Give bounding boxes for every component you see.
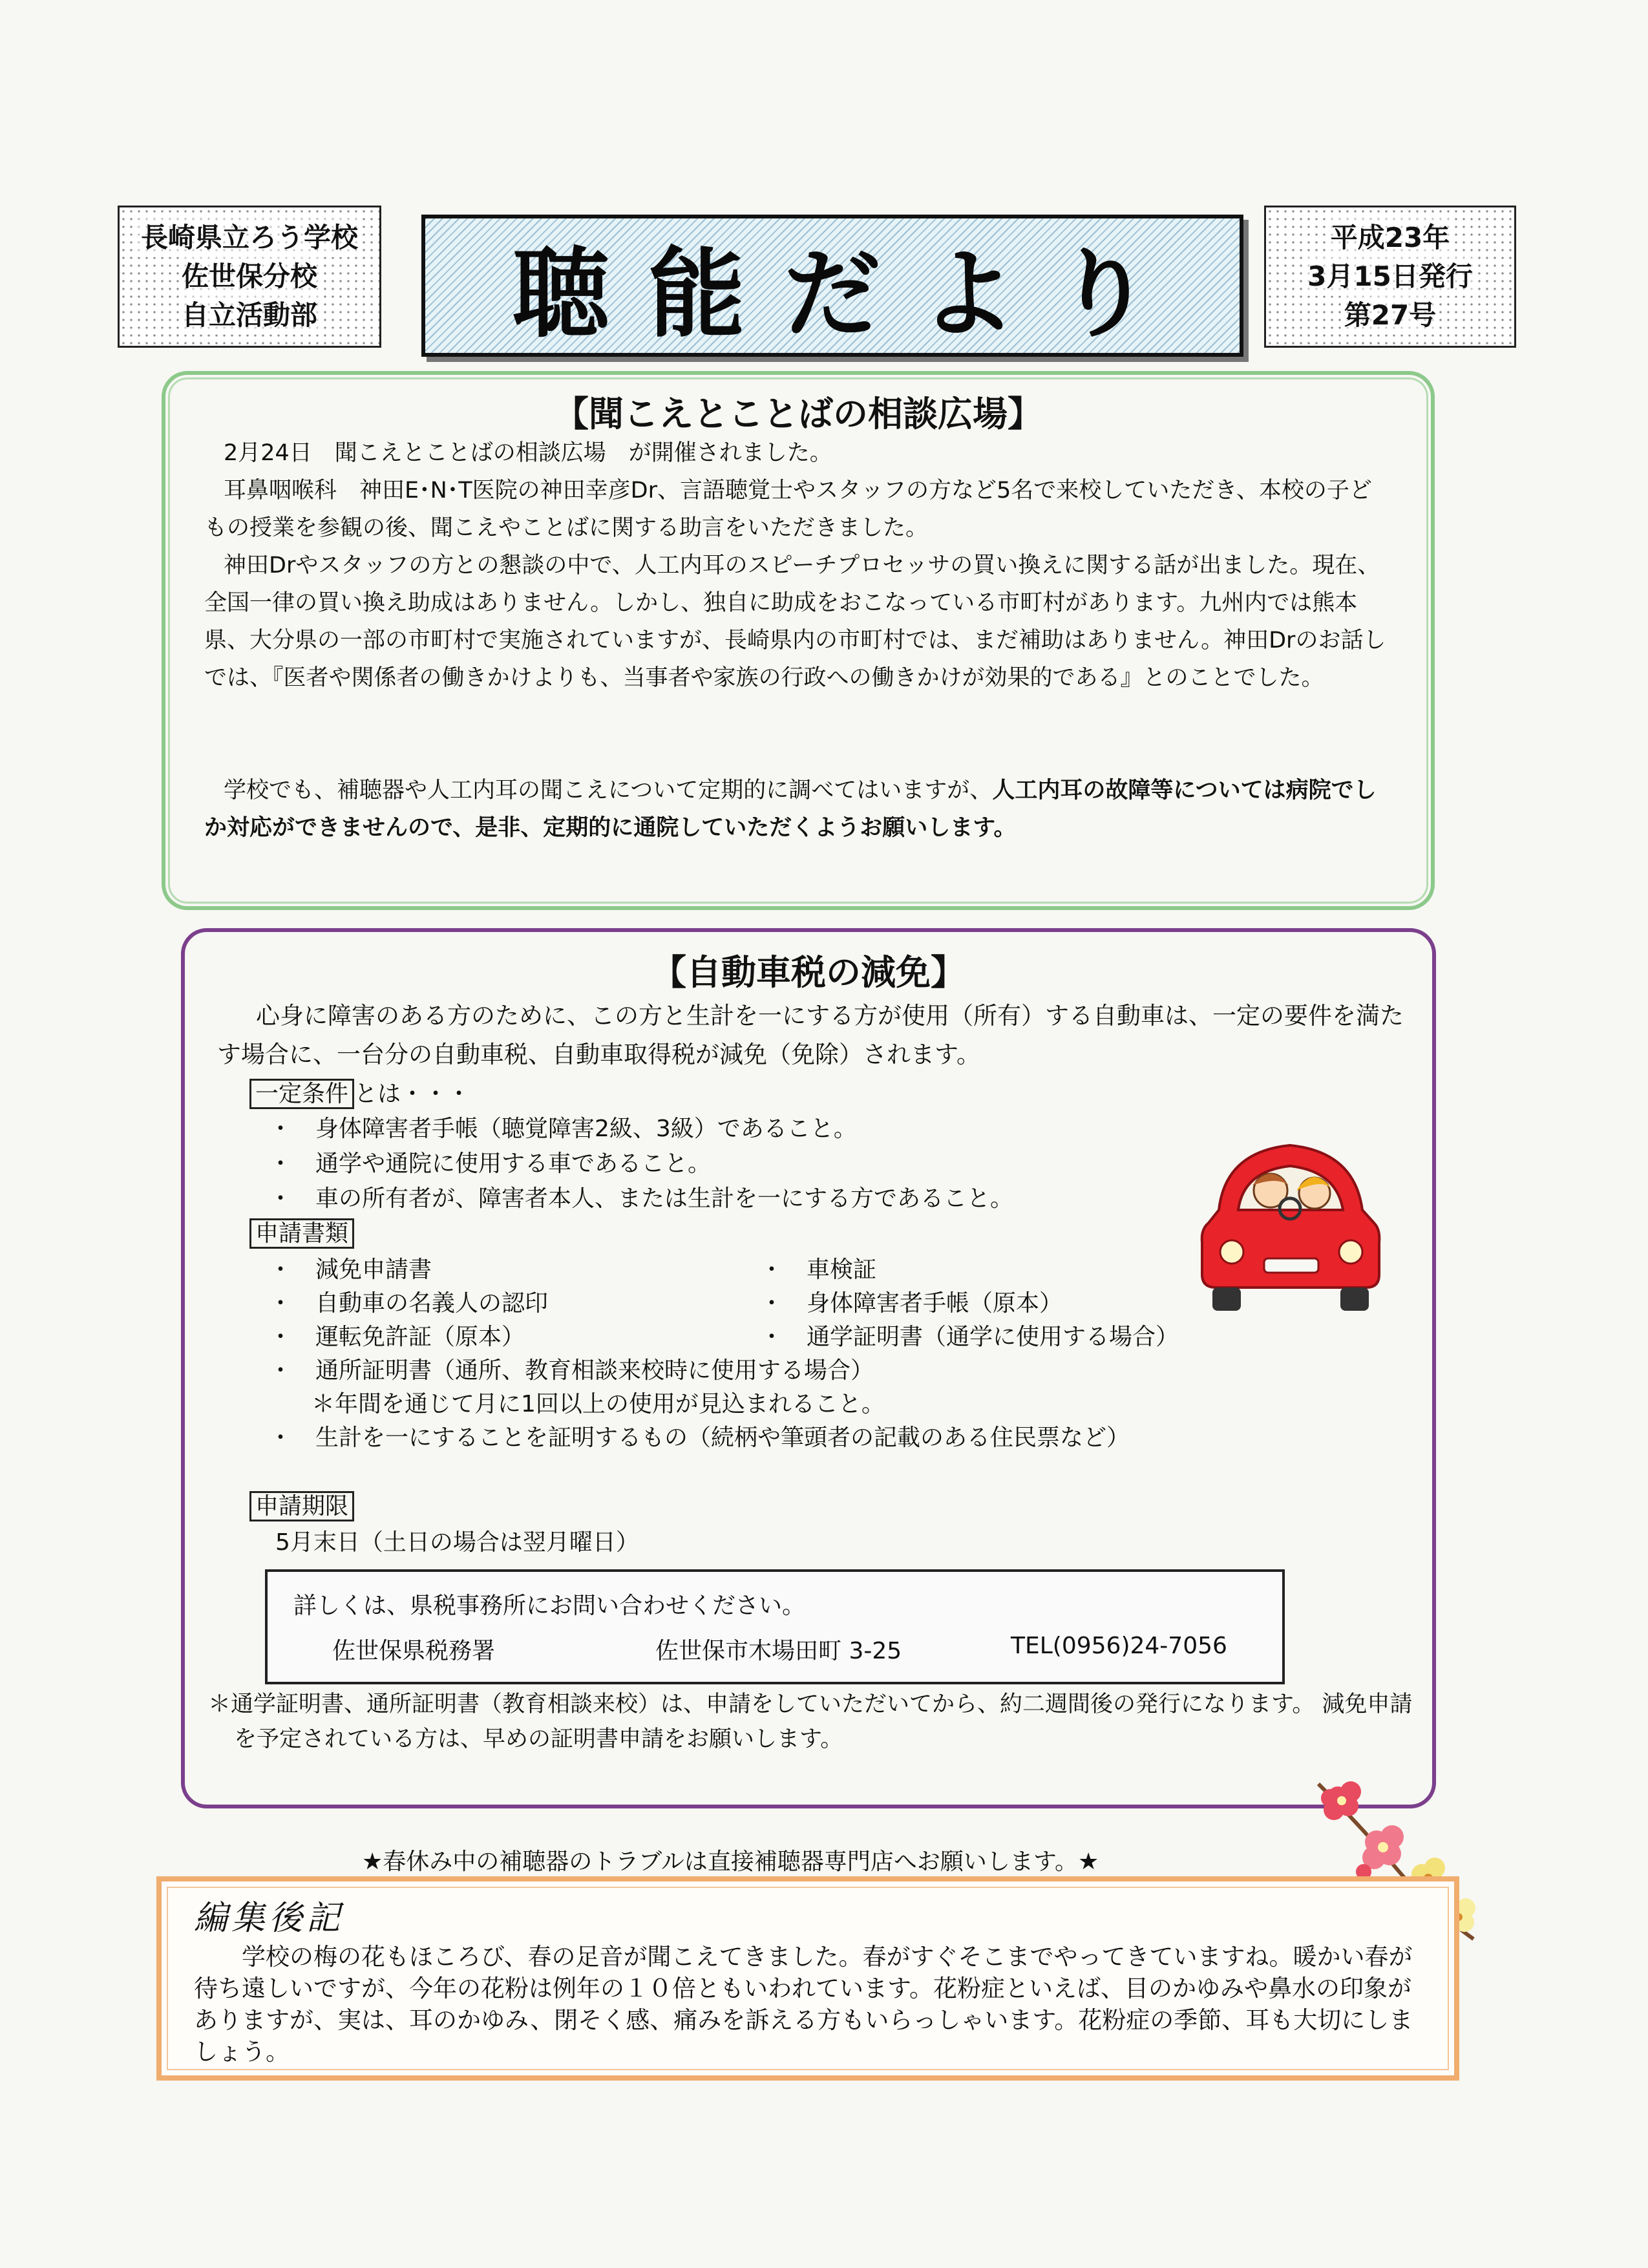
conditions-tag: 一定条件 bbox=[249, 1079, 354, 1109]
condition-item: ・ 車の所有者が、障害者本人、または生計を一にする方であること。 bbox=[269, 1185, 1014, 1212]
editor-note-text: 学校の梅の花もほころび、春の足音が聞こえてきました。春がすぐそこまでやってきていますね。暖かい春が待ち遠しいですが、今年の花粉は例年の１０倍ともいわれています。花粉症といえば、目のかゆみや鼻水の印象がありますが、実は、耳のかゆみ、閉そく感、痛みを訴える方もいらっしゃいます。花粉症の季節、耳も大切にしましょう。 bbox=[194, 1943, 1413, 2066]
newsletter-title: 聴能だより bbox=[512, 238, 1191, 351]
consultation-subsidy-paragraph: 神田Drやスタッフの方との懇談の中で、人工内耳のスピーチプロセッサの買い換えに関する話が出ました。現在、全国一律の買い換え助成はありません。しかし、独自に助成をおこなっている市町村があります。九州内では熊本県、大分県の一部の市町村で実施されていますが、長崎県内の市町村では、まだ補助はありません。神田Drのお話しでは、『医者や関係者の働きかけよりも、当事者や家族の行政への働きかけが効果的である』とのことでした。 bbox=[204, 553, 1386, 691]
condition-item: ・ 身体障害者手帳（聴覚障害2級、3級）であること。 bbox=[269, 1116, 857, 1142]
conditions-suffix: とは・・・ bbox=[354, 1081, 471, 1107]
document-item: ・ 車検証 bbox=[760, 1256, 877, 1283]
period-value: 5月末日（土日の場合は翌月曜日） bbox=[275, 1529, 639, 1556]
condition-item: ・ 通学や通院に使用する車であること。 bbox=[269, 1150, 712, 1177]
consultation-advice-text: 学校でも、補聴器や人工内耳の聞こえについて定期的に調べてはいますが、 bbox=[224, 778, 993, 803]
documents-label bbox=[249, 1215, 354, 1248]
period-tag: 申請期限 bbox=[249, 1491, 354, 1521]
document-item: ・ 身体障害者手帳（原本） bbox=[760, 1290, 1063, 1317]
document-item: ・ 減免申請書 bbox=[269, 1256, 432, 1283]
document-item: ・ 通学証明書（通学に使用する場合） bbox=[760, 1324, 1179, 1350]
contact-office: 佐世保県税務署 bbox=[332, 1638, 496, 1664]
newsletter-title-box bbox=[421, 215, 1243, 357]
issue-info-box bbox=[1264, 206, 1516, 348]
car-icon bbox=[1193, 1126, 1387, 1320]
spring-break-notice: ★春休み中の補聴器のトラブルは直接補聴器専門店へお願いします。★ bbox=[362, 1849, 1099, 1875]
document-item: ・ 通所証明書（通所、教育相談来校時に使用する場合） bbox=[269, 1357, 874, 1384]
conditions-label bbox=[249, 1076, 470, 1108]
contact-address: 佐世保市木場田町 3-25 bbox=[655, 1638, 902, 1664]
school-line-2: 佐世保分校 bbox=[179, 257, 320, 296]
period-label bbox=[249, 1488, 354, 1521]
documents-tag: 申請書類 bbox=[249, 1218, 354, 1249]
consultation-date-paragraph: 2月24日 聞こえとことばの相談広場 が開催されました。 bbox=[224, 440, 832, 466]
consultation-section bbox=[162, 371, 1435, 910]
contact-tel: TEL(0956)24-7056 bbox=[1011, 1633, 1227, 1659]
document-note: ＊年間を通じて月に1回以上の使用が見込まれること。 bbox=[312, 1391, 885, 1417]
editor-note-box bbox=[156, 1876, 1459, 2081]
school-name-box bbox=[118, 206, 381, 348]
consultation-heading: 【聞こえとことばの相談広場】 bbox=[554, 394, 1042, 434]
document-item: ・ 生計を一にすることを証明するもの（続柄や筆頭者の記載のある住民票など） bbox=[269, 1425, 1130, 1451]
school-line-1: 長崎県立ろう学校 bbox=[138, 218, 361, 257]
car-tax-heading: 【自動車税の減免】 bbox=[651, 952, 966, 993]
consultation-advice-paragraph bbox=[204, 772, 1387, 847]
document-item: ・ 自動車の名義人の認印 bbox=[269, 1290, 549, 1317]
document-item: ・ 運転免許証（原本） bbox=[269, 1324, 525, 1350]
issue-date: 3月15日発行 bbox=[1305, 257, 1475, 296]
editor-note-heading: 編集後記 bbox=[194, 1899, 344, 1938]
car-tax-footnote: ＊通学証明書、通所証明書（教育相談来校）は、申請をしていただいてから、約二週間後の発行になります。 減免申請を予定されている方は、早めの証明書申請をお願いします。 bbox=[208, 1691, 1413, 1752]
contact-intro: 詳しくは、県税事務所にお問い合わせください。 bbox=[293, 1593, 806, 1619]
consultation-visit-paragraph: 耳鼻咽喉科 神田E･N･T医院の神田幸彦Dr、言語聴覚士やスタッフの方など5名で来校していただき、本校の子どもの授業を参観の後、聞こえやことばに関する助言をいただきました。 bbox=[204, 478, 1372, 541]
issue-year: 平成23年 bbox=[1328, 218, 1452, 257]
issue-number: 第27号 bbox=[1342, 296, 1439, 335]
car-tax-intro: 心身に障害のある方のために、この方と生計を一にする方が使用（所有）する自動車は、一定の要件を満たす場合に、一台分の自動車税、自動車取得税が減免（免除）されます。 bbox=[217, 1002, 1404, 1068]
school-line-3: 自立活動部 bbox=[179, 296, 320, 335]
consultation-advice-bold: 人工内耳の故障等については病院でしか対応ができませんので、是非、定期的に通院していただくようお願いします。 bbox=[204, 778, 1377, 841]
contact-box bbox=[265, 1569, 1285, 1684]
